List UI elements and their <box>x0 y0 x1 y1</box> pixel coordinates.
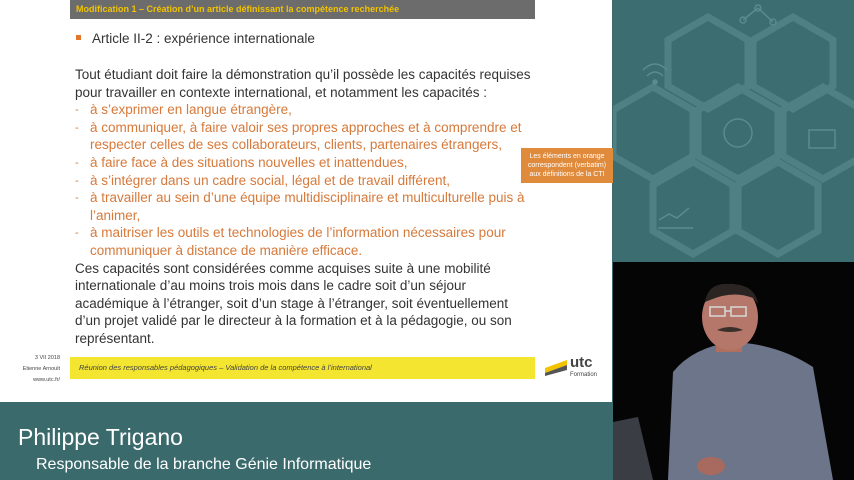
decorative-hex-panel <box>613 0 854 262</box>
speaker-role: Responsable de la branche Génie Informatique <box>36 456 372 473</box>
slide-date: 3 VII 2018 <box>34 355 60 361</box>
note-line: aux définitions de la CTI <box>529 171 605 178</box>
speaker-name: Philippe Trigano <box>18 424 183 450</box>
hexagon-pattern-icon <box>613 0 854 262</box>
capacities-list <box>75 101 537 259</box>
list-item: - à maitriser les outils et technologies de l’information nécessaires pour communiquer à distance de manière efficace. <box>75 224 537 259</box>
logo-name: utc <box>570 354 593 371</box>
note-line: Les éléments en orange <box>529 153 605 160</box>
speaker-person-icon <box>613 262 854 480</box>
article-title-text: Article II-2 : expérience internationale <box>92 31 315 46</box>
slide-footer-bar <box>70 357 535 379</box>
slide-body <box>75 66 537 348</box>
square-bullet-icon <box>76 35 81 40</box>
slide-header <box>70 0 535 19</box>
list-item: - à travailler au sein d’une équipe multidisciplinaire et multiculturelle puis à l’animer, <box>75 189 537 224</box>
slide-footer-info <box>10 353 60 386</box>
logo-sub: Formation <box>570 372 598 378</box>
speaker-video <box>613 262 854 480</box>
lower-third-banner <box>0 402 613 480</box>
slide-author: Etienne Arnoult <box>22 366 60 372</box>
slide-url: www.utc.fr/ <box>33 377 60 383</box>
list-item: - à s’intégrer dans un cadre social, légal et de travail différent, <box>75 172 537 190</box>
list-item: - à faire face à des situations nouvelles et inattendues, <box>75 154 537 172</box>
utc-logo <box>545 354 605 382</box>
list-item: - à communiquer, à faire valoir ses propres approches et à comprendre et respecter celles de ses collaborateurs, clients, partenaires étrangers, <box>75 119 537 154</box>
intro-paragraph: Tout étudiant doit faire la démonstration qu’il possède les capacités requises pour travailler en contexte international, et notamment les capacités : <box>75 67 531 100</box>
note-line: correspondent (verbatim) <box>527 162 607 169</box>
list-item: - à s’exprimer en langue étrangère, <box>75 101 537 119</box>
article-title <box>76 31 315 46</box>
slide-header-text: Modification 1 – Création d’un article définissant la compétence recherchée <box>76 4 400 14</box>
note-box <box>521 148 613 183</box>
footer-bar-text: Réunion des responsables pédagogiques – Validation de la compétence à l’international <box>79 363 372 372</box>
utc-logo-mark-icon <box>545 358 567 376</box>
conclusion-paragraph: Ces capacités sont considérées comme acquises suite à une mobilité internationale d’au moins trois mois dans le cadre soit d’un séjour académique à l’étranger, soit d’un stage à l’étranger, soit éventuellement d’un projet validé par le directeur à la formation et à la pédagogie, ou son représentant. <box>75 260 512 346</box>
